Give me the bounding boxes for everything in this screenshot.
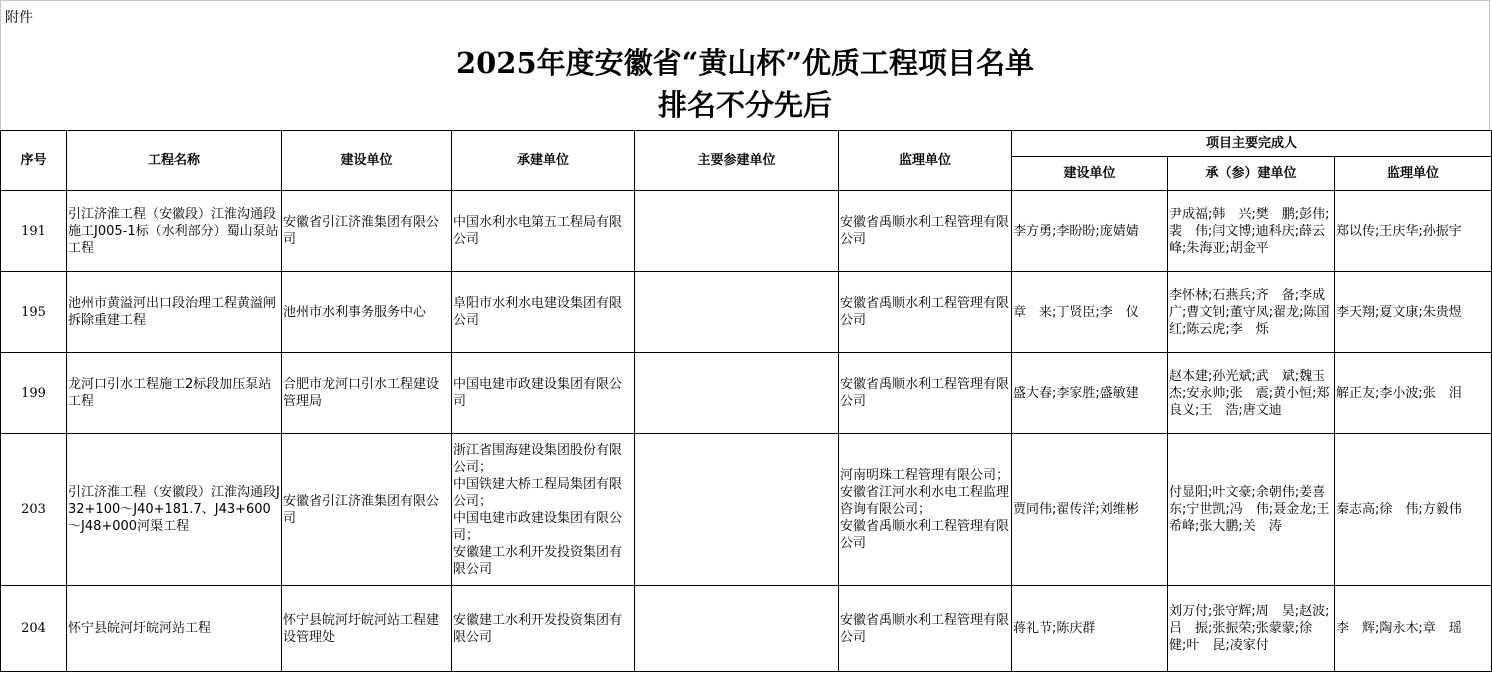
table-row <box>1 434 1492 586</box>
header-project-name: 工程名称 <box>67 131 282 191</box>
row-owner: 安徽省引江济淮集团有限公司 <box>282 434 452 586</box>
row-contractor: 安徽建工水利开发投资集团有限公司 <box>452 586 635 672</box>
row-seq: 191 <box>1 191 67 272</box>
header-persons-supervisor: 监理单位 <box>1335 157 1492 191</box>
row-owner: 合肥市龙河口引水工程建设管理局 <box>282 353 452 434</box>
title-line-1: 2025年度安徽省“黄山杯”优质工程项目名单 <box>455 46 1035 80</box>
title-line-2: 排名不分先后 <box>657 88 832 122</box>
row-persons-owner: 蒋礼节;陈庆群 <box>1012 586 1168 672</box>
row-contractor: 阜阳市水利水电建设集团有限公司 <box>452 272 635 353</box>
row-contractor: 中国水利水电第五工程局有限公司 <box>452 191 635 272</box>
row-main-participant <box>635 353 839 434</box>
table-row <box>1 586 1492 672</box>
row-persons-supervisor: 李 辉;陶永木;章 瑶 <box>1335 586 1492 672</box>
attachment-label: 附件 <box>0 0 1490 34</box>
row-main-participant <box>635 434 839 586</box>
row-persons-owner: 李方勇;李盼盼;庞婧婧 <box>1012 191 1168 272</box>
row-project-name: 池州市黄溢河出口段治理工程黄溢闸拆除重建工程 <box>67 272 282 353</box>
row-project-name: 引江济淮工程（安徽段）江淮沟通段J32+100～J40+181.7、J43+600～J48+000河渠工程 <box>67 434 282 586</box>
row-project-name: 引江济淮工程（安徽段）江淮沟通段施工J005-1标（水利部分）蜀山泵站工程 <box>67 191 282 272</box>
header-main-participant: 主要参建单位 <box>635 131 839 191</box>
row-persons-builder: 赵本建;孙光斌;武 斌;魏玉杰;安永帅;张 震;黄小恒;郑良义;王 浩;唐文迪 <box>1168 353 1335 434</box>
row-persons-supervisor: 秦志高;徐 伟;方毅伟 <box>1335 434 1492 586</box>
row-owner: 安徽省引江济淮集团有限公司 <box>282 191 452 272</box>
row-contractor: 中国电建市政建设集团有限公司 <box>452 353 635 434</box>
row-persons-supervisor: 解正友;李小波;张 泪 <box>1335 353 1492 434</box>
row-supervisor: 河南明珠工程管理有限公司； 安徽省江河水利水电工程监理咨询有限公司； 安徽省禹顺水利工程管理有限公司 <box>839 434 1012 586</box>
header-main-persons: 项目主要完成人 <box>1012 131 1492 157</box>
table-row <box>1 191 1492 272</box>
row-persons-builder: 付显阳;叶文豪;余朝伟;姜喜东;宁世凯;冯 伟;聂金龙;王希峰;张大鹏;关 涛 <box>1168 434 1335 586</box>
row-seq: 204 <box>1 586 67 672</box>
row-main-participant <box>635 191 839 272</box>
row-supervisor: 安徽省禹顺水利工程管理有限公司 <box>839 272 1012 353</box>
header-owner: 建设单位 <box>282 131 452 191</box>
row-persons-supervisor: 李天翔;夏文康;朱贵煜 <box>1335 272 1492 353</box>
document-title <box>0 34 1490 130</box>
row-owner: 池州市水利事务服务中心 <box>282 272 452 353</box>
row-seq: 203 <box>1 434 67 586</box>
row-persons-owner: 章 来;丁贤臣;李 仪 <box>1012 272 1168 353</box>
project-table <box>0 130 1492 672</box>
row-supervisor: 安徽省禹顺水利工程管理有限公司 <box>839 586 1012 672</box>
row-supervisor: 安徽省禹顺水利工程管理有限公司 <box>839 191 1012 272</box>
row-seq: 199 <box>1 353 67 434</box>
row-persons-builder: 尹成福;韩 兴;樊 鹏;彭伟;裴 伟;闫文博;迪科庆;薛云峰;朱海亚;胡金平 <box>1168 191 1335 272</box>
row-persons-owner: 盛大春;李家胜;盛敏建 <box>1012 353 1168 434</box>
header-persons-builder: 承（参）建单位 <box>1168 157 1335 191</box>
row-main-participant <box>635 272 839 353</box>
table-row <box>1 272 1492 353</box>
row-persons-supervisor: 郑以传;王庆华;孙振宇 <box>1335 191 1492 272</box>
header-contractor: 承建单位 <box>452 131 635 191</box>
table-row <box>1 353 1492 434</box>
row-main-participant <box>635 586 839 672</box>
row-supervisor: 安徽省禹顺水利工程管理有限公司 <box>839 353 1012 434</box>
row-project-name: 怀宁县皖河圩皖河站工程 <box>67 586 282 672</box>
row-persons-owner: 贾同伟;翟传洋;刘维彬 <box>1012 434 1168 586</box>
row-contractor: 浙江省围海建设集团股份有限公司； 中国铁建大桥工程局集团有限公司； 中国电建市政建设集团有限公司； 安徽建工水利开发投资集团有限公司 <box>452 434 635 586</box>
row-persons-builder: 李怀林;石燕兵;齐 备;李成广;曹文钊;董守凤;翟龙;陈国红;陈云虎;李 烁 <box>1168 272 1335 353</box>
header-supervisor: 监理单位 <box>839 131 1012 191</box>
row-project-name: 龙河口引水工程施工2标段加压泵站工程 <box>67 353 282 434</box>
row-seq: 195 <box>1 272 67 353</box>
row-persons-builder: 刘万付;张守辉;周 昊;赵波;吕 振;张振荣;张蒙蒙;徐 健;叶 昆;凌家付 <box>1168 586 1335 672</box>
header-seq: 序号 <box>1 131 67 191</box>
header-persons-owner: 建设单位 <box>1012 157 1168 191</box>
row-owner: 怀宁县皖河圩皖河站工程建设管理处 <box>282 586 452 672</box>
